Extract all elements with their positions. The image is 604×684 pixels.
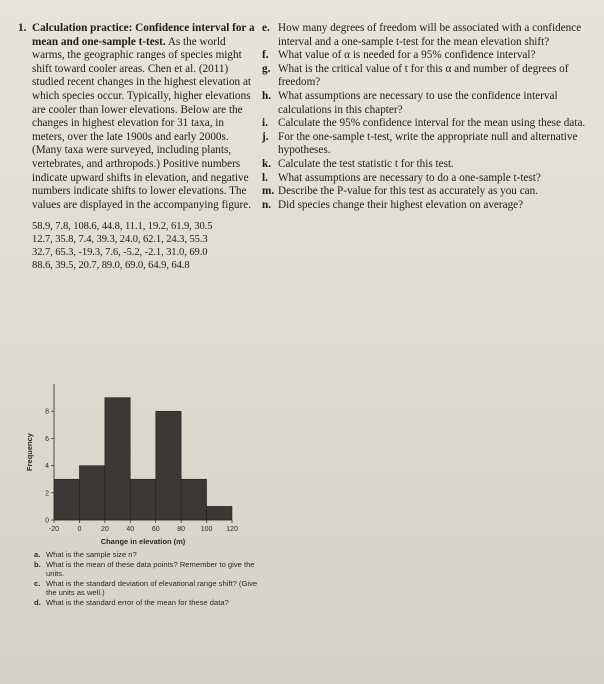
x-tick-label: 0 (77, 526, 82, 533)
question-letter: g. (262, 62, 271, 75)
x-axis-title: Change in elevation (m) (100, 537, 186, 546)
question-h (262, 90, 592, 117)
data-line: 12.7, 35.8, 7.4, 39.3, 24.0, 62.1, 24.3, 55.3 (32, 234, 208, 246)
question-letter: c. (34, 578, 41, 588)
histogram-bar (181, 479, 206, 520)
question-letter: e. (262, 22, 270, 34)
question-letter: d. (34, 597, 41, 607)
question-letter: b. (34, 559, 41, 569)
question-n (262, 199, 592, 213)
question-f (262, 49, 592, 63)
question-text: What value of α is needed for a 95% confidence interval? (278, 49, 536, 62)
histogram-bar (207, 506, 232, 520)
question-letter: i. (262, 117, 268, 130)
question-text: Calculate the 95% confidence interval for the mean using these data. (278, 117, 586, 130)
histogram-chart (18, 372, 248, 550)
question-text: What is the standard error of the mean for these data? (46, 597, 229, 607)
y-tick-label: 6 (45, 435, 49, 443)
histogram-bar (105, 398, 130, 520)
question-text: What assumptions are necessary to use the confidence interval calculations in this chapter? (278, 89, 558, 116)
question-text: For the one-sample t-test, write the appropriate null and alternative hypotheses. (278, 130, 578, 157)
x-tick-label: 120 (226, 526, 238, 533)
x-tick-label: 20 (100, 526, 109, 533)
question-a (34, 550, 264, 560)
y-axis-title: Frequency (25, 433, 34, 471)
right-column (262, 22, 592, 212)
question-letter: j. (262, 130, 269, 143)
question-letter: k. (262, 157, 272, 170)
x-tick-label: 60 (151, 526, 160, 533)
question-m (262, 185, 592, 199)
question-g (262, 63, 592, 90)
problem-intro (32, 22, 258, 212)
histogram-bar (54, 479, 79, 520)
question-b (34, 560, 264, 579)
question-e (262, 22, 592, 49)
question-text: What is the standard deviation of elevational range shift? (Give the units as well.) (46, 578, 258, 598)
y-tick-label: 4 (45, 463, 49, 471)
x-tick-label: 100 (200, 526, 213, 533)
question-letter: n. (262, 198, 272, 211)
histogram-bar (156, 411, 181, 520)
question-letter: h. (262, 89, 272, 102)
histogram-figure (18, 372, 248, 550)
question-letter: m. (262, 185, 275, 198)
question-text: What is the sample size n? (46, 550, 137, 559)
histogram-bar (130, 479, 155, 520)
data-values (32, 220, 258, 272)
question-letter: l. (262, 171, 268, 184)
question-d (34, 598, 264, 608)
question-text: What assumptions are necessary to do a one-sample t-test? (278, 171, 541, 184)
problem-number: 1. (18, 22, 27, 34)
y-tick-label: 2 (45, 490, 49, 498)
problem-header (18, 22, 258, 212)
problem-intro-text: As the world warms, the geographic ranges of species might shift toward cooler areas. Chen et al. (2011) studied recent changes in the highest elevation at which species occur. Typically, higher elevations are cooler than lower elevations. Below are the changes in highest elevation for 31 taxa, in meters, over the late 1900s and early 2000s. (Many taxa were surveyed, including plants, vertebrates, and arthropods.) Positive numbers indicate upward shifts in elevation, and negative numbers indicate shifts to lower elevations. The values are displayed in the accompanying figure. (32, 35, 252, 211)
question-i (262, 117, 592, 131)
question-text: What is the critical value of t for this α and number of degrees of freedom? (278, 62, 569, 89)
question-k (262, 158, 592, 172)
y-tick-label: 0 (45, 517, 49, 525)
left-questions (34, 550, 264, 608)
left-column (18, 22, 258, 272)
question-text: Calculate the test statistic t for this test. (278, 157, 454, 170)
question-j (262, 131, 592, 158)
question-c (34, 579, 264, 598)
y-tick-label: 8 (45, 408, 49, 416)
question-letter: a. (34, 550, 41, 559)
data-line: 32.7, 65.3, -19.3, 7.6, -5.2, -2.1, 31.0, 69.0 (32, 247, 208, 259)
question-text: What is the mean of these data points? Remember to give the units. (46, 559, 255, 579)
question-l (262, 172, 592, 186)
x-tick-label: 80 (177, 526, 186, 533)
problem-title: Calculation practice: Confidence interval for a mean and one-sample t-test. (32, 22, 255, 48)
question-text: How many degrees of freedom will be associated with a confidence interval and a one-sample t-test for the mean elevation shift? (278, 22, 582, 48)
x-tick-label: -20 (48, 526, 60, 533)
question-text: Did species change their highest elevation on average? (278, 198, 524, 211)
histogram-bar (79, 466, 104, 520)
question-letter: f. (262, 49, 269, 62)
data-line: 88.6, 39.5, 20.7, 89.0, 69.0, 64.9, 64.8 (32, 260, 190, 272)
data-line: 58.9, 7.8, 108.6, 44.8, 11.1, 19.2, 61.9, 30.5 (32, 221, 213, 233)
x-tick-label: 40 (126, 526, 135, 533)
question-text: Describe the P-value for this test as accurately as you can. (278, 185, 539, 198)
